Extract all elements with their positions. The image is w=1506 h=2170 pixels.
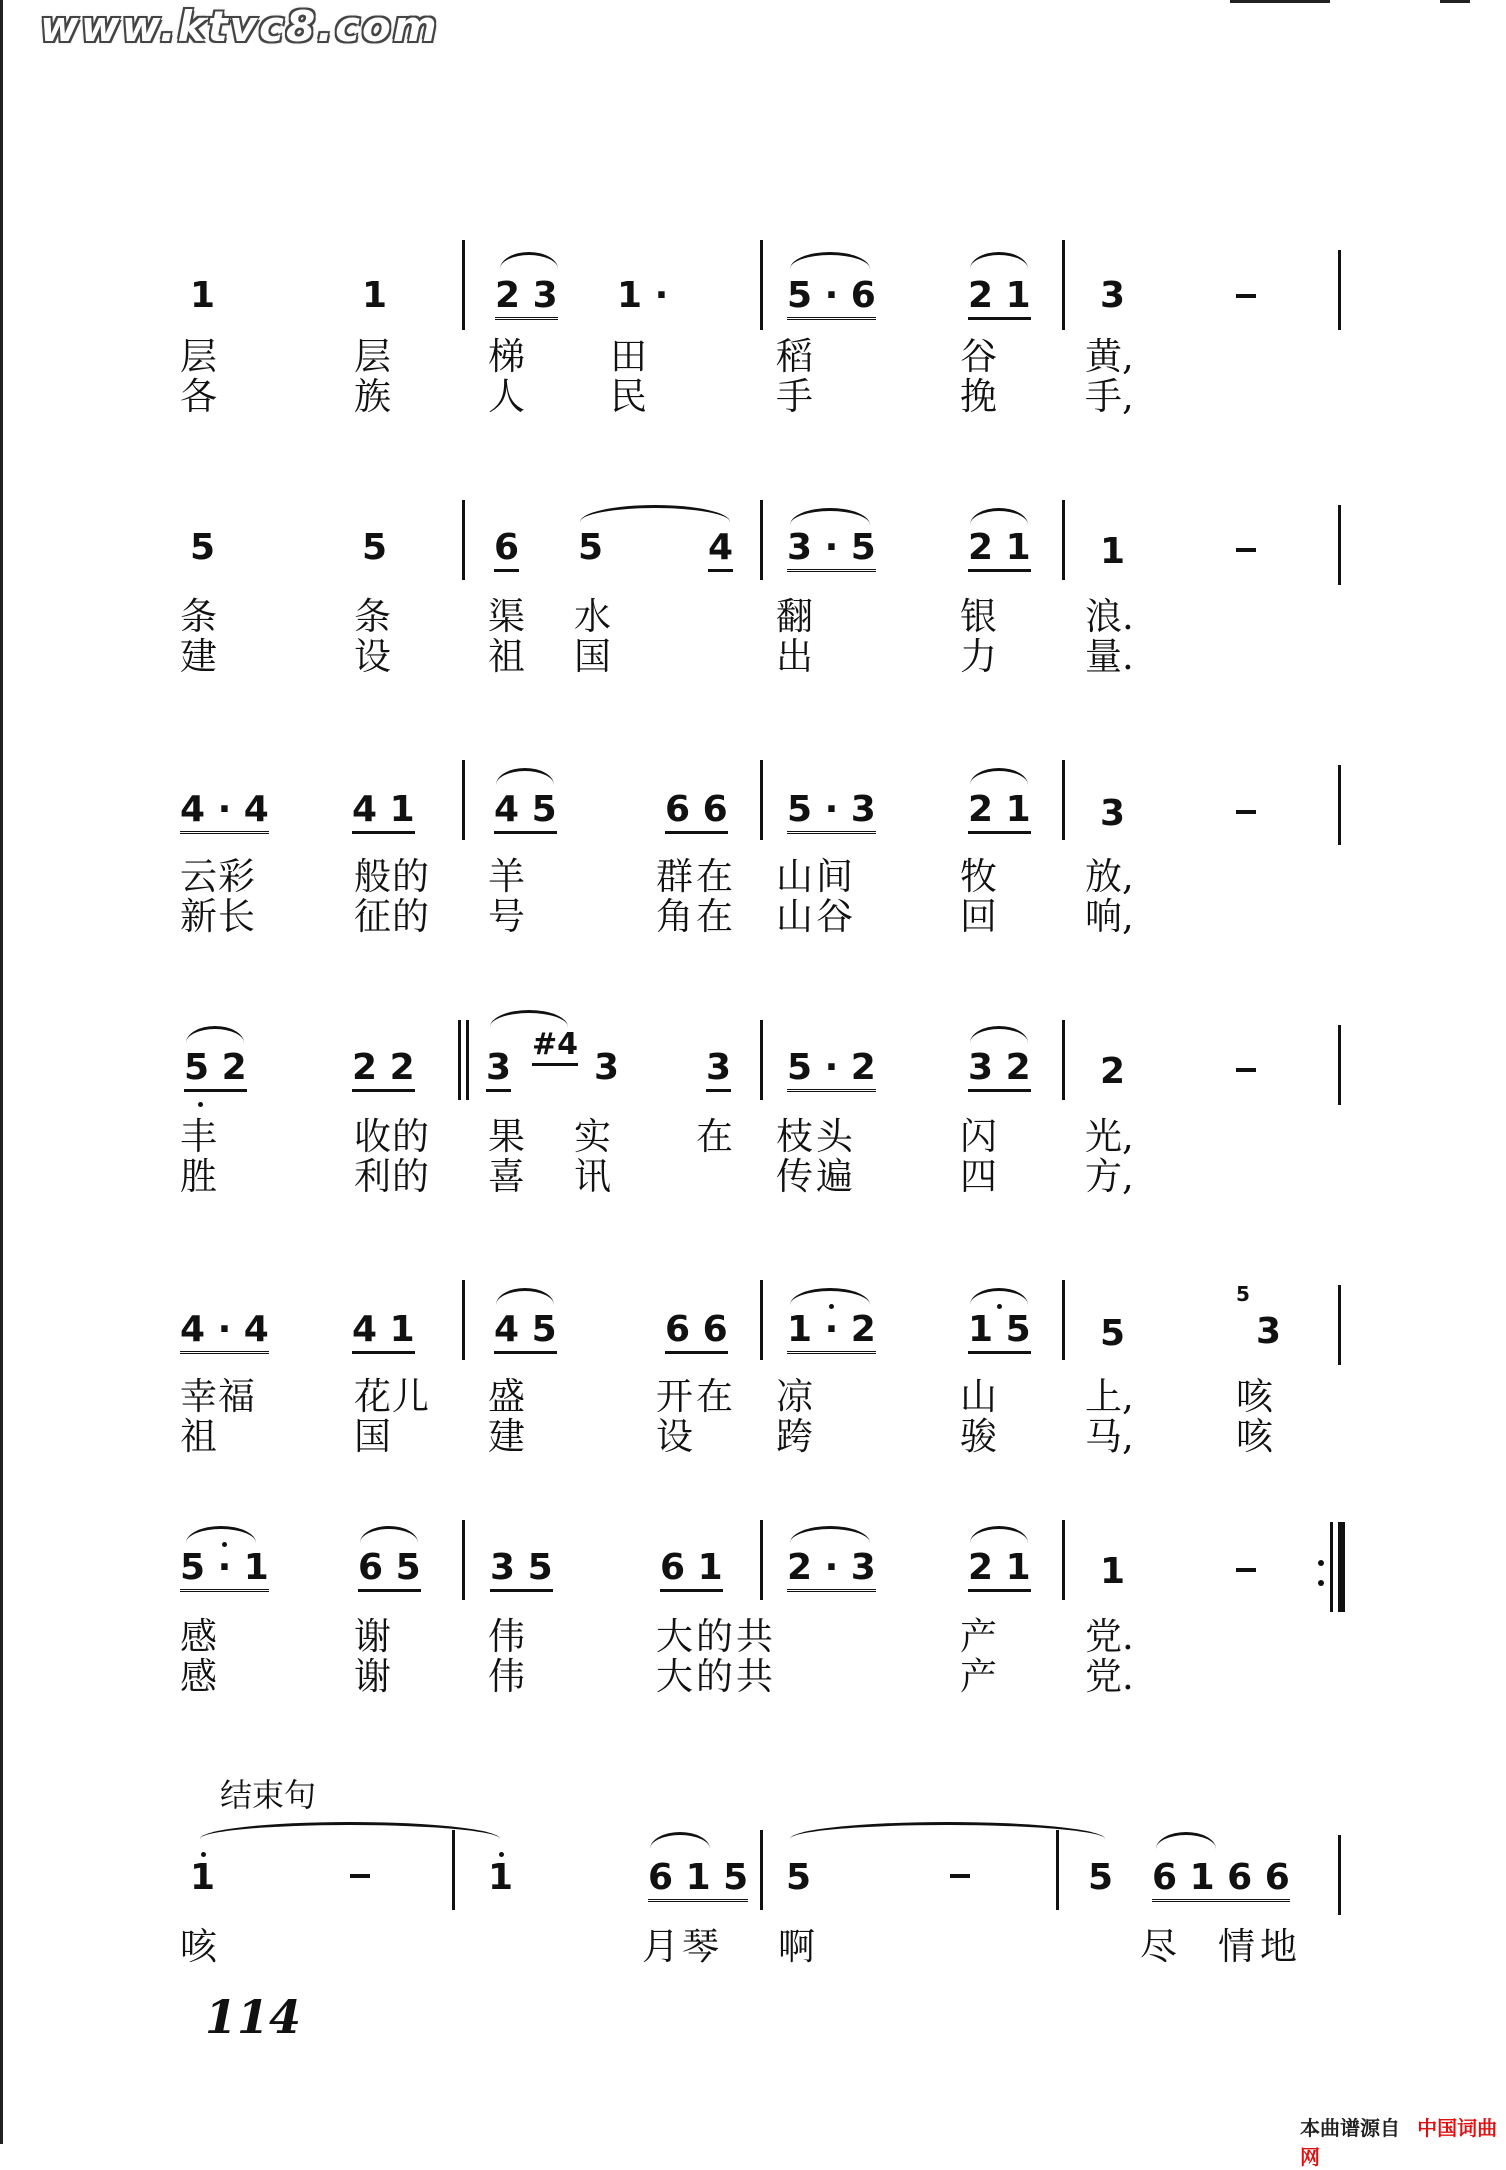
watermark: www.ktvc8.com	[40, 2, 439, 51]
slur	[500, 252, 558, 269]
note: 1	[362, 275, 388, 316]
top-edge-line	[1440, 0, 1470, 3]
lyric: 般	[354, 855, 391, 898]
lyric: 地	[1260, 1925, 1297, 1968]
note: 1 ·	[617, 275, 669, 316]
bar-line	[462, 1520, 465, 1600]
lyric: 党.	[1085, 1655, 1134, 1698]
lyric: 伟	[488, 1655, 525, 1698]
lyric: 闪	[960, 1115, 997, 1158]
lyric: 产	[960, 1655, 997, 1698]
lyric: 稻	[776, 335, 813, 378]
bar-line	[760, 500, 763, 580]
sharp-note: #4	[532, 1030, 578, 1066]
lyric: 群	[656, 855, 693, 898]
bar-line	[1338, 1835, 1341, 1915]
bar-line	[458, 1020, 461, 1100]
lyric: 谢	[354, 1615, 391, 1658]
lyric: 新	[180, 895, 217, 938]
lyric: 山	[776, 855, 813, 898]
lyric: 征	[354, 895, 391, 938]
lyric: 利	[354, 1155, 391, 1198]
bar-line	[1062, 240, 1065, 330]
note: 1	[488, 1857, 514, 1898]
sustain-dash	[1236, 294, 1256, 298]
lyric: 幸	[180, 1375, 217, 1418]
lyric: 的	[392, 1115, 429, 1158]
lyric: 族	[354, 375, 391, 418]
lyric: 讯	[574, 1155, 611, 1198]
bar-line	[452, 1830, 455, 1910]
lyric: 民	[610, 375, 647, 418]
note-group: 5 · 1	[180, 1550, 269, 1592]
bar-line	[462, 1280, 465, 1360]
lyric: 产	[960, 1615, 997, 1658]
lyric: 云	[180, 855, 217, 898]
note-group: 5 · 2	[787, 1050, 876, 1092]
footer-source	[1300, 2112, 1506, 2170]
lyric: 在	[696, 1115, 733, 1158]
page-number: 114	[205, 1990, 302, 2044]
lyric: 遍	[816, 1155, 853, 1198]
sustain-dash	[350, 1874, 370, 1878]
note: 1	[190, 1857, 216, 1898]
sustain-dash	[1236, 548, 1256, 552]
note-group: 5 2	[184, 1050, 247, 1092]
sustain-dash	[1236, 1068, 1256, 1072]
note-group: 1 · 2	[787, 1312, 876, 1354]
note: 6	[494, 530, 519, 572]
note: 5	[362, 527, 388, 568]
lyric: 的	[392, 1155, 429, 1198]
slur	[580, 505, 730, 522]
note-group: 2 3	[495, 278, 558, 320]
lyric: 喜	[488, 1155, 525, 1198]
lyric: 月	[642, 1925, 679, 1968]
lyric: 谷	[960, 335, 997, 378]
lyric: 长	[218, 895, 255, 938]
note-group: 2 1	[968, 792, 1031, 834]
bar-line	[1338, 250, 1341, 330]
lyric: 实	[574, 1115, 611, 1158]
note-group: 6 6	[665, 1312, 728, 1354]
lyric: 啊	[778, 1925, 815, 1968]
lyric: 的	[696, 1615, 733, 1658]
lyric: 渠	[488, 595, 525, 638]
bar-line	[462, 760, 465, 840]
slur	[186, 1526, 256, 1543]
lyric: 响,	[1085, 895, 1134, 938]
lyric: 感	[180, 1615, 217, 1658]
lyric: 梯	[488, 335, 525, 378]
lyric: 枝	[776, 1115, 813, 1158]
note: 3	[1100, 275, 1126, 316]
slur	[970, 508, 1028, 525]
bar-line	[1338, 1285, 1341, 1365]
lyric: 的	[392, 855, 429, 898]
lyric: 角	[656, 895, 693, 938]
note-group: 4 1	[352, 792, 415, 834]
lyric: 感	[180, 1655, 217, 1698]
bar-line	[1062, 1020, 1065, 1100]
bar-line	[462, 240, 465, 330]
bar-line	[1062, 1280, 1065, 1360]
bar-line	[760, 760, 763, 840]
note: 3	[706, 1050, 731, 1092]
slur	[1156, 1832, 1216, 1849]
lyric: 国	[574, 635, 611, 678]
bar-line	[1338, 1025, 1341, 1105]
note: 5	[786, 1857, 812, 1898]
lyric: 水	[574, 595, 611, 638]
note-group: 6 5	[358, 1550, 421, 1592]
bar-line	[1062, 760, 1065, 840]
lyric: 在	[696, 1375, 733, 1418]
lyric: 羊	[488, 855, 525, 898]
lyric: 量.	[1085, 635, 1134, 678]
slur	[496, 768, 554, 785]
note-group: 2 2	[352, 1050, 415, 1092]
bar-line	[1062, 1520, 1065, 1600]
note: 3	[1256, 1311, 1282, 1352]
lyric: 花	[354, 1375, 391, 1418]
lyric: 跨	[776, 1415, 813, 1458]
bar-line	[1338, 765, 1341, 845]
top-edge-line	[1230, 0, 1330, 3]
note-group: 4 5	[494, 1312, 557, 1354]
lyric: 马,	[1085, 1415, 1134, 1458]
lyric: 琴	[682, 1925, 719, 1968]
lyric: 伟	[488, 1615, 525, 1658]
note: 5	[1100, 1313, 1126, 1354]
slur	[790, 508, 870, 525]
sustain-dash	[950, 1874, 970, 1878]
lyric: 情	[1218, 1925, 1255, 1968]
lyric: 祖	[180, 1415, 217, 1458]
note-group: 3 2	[968, 1050, 1031, 1092]
note: 5	[190, 527, 216, 568]
lyric: 上,	[1085, 1375, 1134, 1418]
note-group: 2 · 3	[787, 1550, 876, 1592]
lyric: 咳	[180, 1925, 217, 1968]
lyric: 建	[180, 635, 217, 678]
lyric: 大	[656, 1615, 693, 1658]
bar-line	[760, 240, 763, 330]
bar-line	[760, 1280, 763, 1360]
lyric: 儿	[392, 1375, 429, 1418]
bar-line	[760, 1830, 763, 1910]
lyric: 盛	[488, 1375, 525, 1418]
lyric: 手	[776, 375, 813, 418]
note: 5	[1088, 1857, 1114, 1898]
note-group: 3 · 5	[787, 530, 876, 572]
tie-slur	[200, 1822, 500, 1839]
lyric: 党.	[1085, 1615, 1134, 1658]
lyric: 翻	[776, 595, 813, 638]
note-group: 4 5	[494, 792, 557, 834]
lyric: 开	[656, 1375, 693, 1418]
bar-line	[760, 1520, 763, 1600]
bar-line	[466, 1020, 469, 1100]
note-group: 4 · 4	[180, 792, 269, 834]
bar-line	[462, 500, 465, 580]
lyric: 山	[776, 895, 813, 938]
slur	[790, 1526, 870, 1543]
lyric: 手,	[1085, 375, 1134, 418]
sustain-dash	[1236, 1568, 1256, 1572]
note-group: 2 1	[968, 1550, 1031, 1592]
note-group: 3 5	[490, 1550, 553, 1592]
lyric: 力	[960, 635, 997, 678]
lyric: 的	[392, 895, 429, 938]
lyric: 大	[656, 1655, 693, 1698]
lyric: 回	[960, 895, 997, 938]
lyric: 谢	[354, 1655, 391, 1698]
lyric: 咳	[1236, 1375, 1273, 1418]
note: 2	[1100, 1051, 1126, 1092]
lyric: 山	[960, 1375, 997, 1418]
lyric: 牧	[960, 855, 997, 898]
note-group: 4 1	[352, 1312, 415, 1354]
lyric: 胜	[180, 1155, 217, 1198]
footer-source-text: 本曲谱源自	[1300, 2116, 1400, 2140]
note: 3	[594, 1047, 620, 1088]
lyric: 共	[736, 1655, 773, 1698]
lyric: 田	[610, 335, 647, 378]
note-group: 6 1 6 6	[1152, 1860, 1290, 1902]
lyric: 设	[656, 1415, 693, 1458]
lyric: 国	[354, 1415, 391, 1458]
slur	[650, 1832, 710, 1849]
lyric: 在	[696, 895, 733, 938]
note: 4	[708, 530, 733, 572]
slur	[790, 1288, 870, 1305]
lyric: 条	[354, 595, 391, 638]
slur	[496, 1288, 554, 1305]
lyric: 银	[960, 595, 997, 638]
bar-line	[760, 1020, 763, 1100]
note-group: 5 · 6	[787, 278, 876, 320]
lyric: 浪.	[1085, 595, 1134, 638]
lyric: 福	[218, 1375, 255, 1418]
lyric: 祖	[488, 635, 525, 678]
note: 5	[578, 527, 604, 568]
lyric: 人	[488, 375, 525, 418]
lyric: 挽	[960, 375, 997, 418]
lyric: 层	[180, 335, 217, 378]
slur	[970, 768, 1028, 785]
bar-line	[1338, 505, 1341, 585]
lyric: 凉	[776, 1375, 813, 1418]
footer-site-link[interactable]: 中国词曲网	[1300, 2116, 1498, 2169]
lyric: 骏	[960, 1415, 997, 1458]
lyric: 果	[488, 1115, 525, 1158]
lyric: 黄,	[1085, 335, 1134, 378]
ending-section-title: 结束句	[220, 1776, 317, 1814]
slur	[360, 1526, 418, 1543]
lyric: 在	[696, 855, 733, 898]
note-group: 5 · 3	[787, 792, 876, 834]
lyric: 各	[180, 375, 217, 418]
lyric: 彩	[218, 855, 255, 898]
lyric: 头	[816, 1115, 853, 1158]
note: 3	[1100, 793, 1126, 834]
lyric: 间	[816, 855, 853, 898]
bar-line	[1056, 1830, 1059, 1910]
slur	[970, 252, 1028, 269]
lyric: 丰	[180, 1115, 217, 1158]
lyric: 条	[180, 595, 217, 638]
note-group: 6 1	[660, 1550, 723, 1592]
lyric: 方,	[1085, 1155, 1134, 1198]
lyric: 谷	[816, 895, 853, 938]
sustain-dash	[1236, 810, 1256, 814]
lyric: 设	[354, 635, 391, 678]
note: 1	[1100, 531, 1126, 572]
note: 1	[1100, 1551, 1126, 1592]
lyric: 出	[776, 635, 813, 678]
lyric: 层	[354, 335, 391, 378]
note-group: 6 6	[665, 792, 728, 834]
note-group: 2 1	[968, 530, 1031, 572]
note-group: 2 1	[968, 278, 1031, 320]
note-group: 4 · 4	[180, 1312, 269, 1354]
lyric: 传	[776, 1155, 813, 1198]
note: 1	[190, 275, 216, 316]
lyric: 建	[488, 1415, 525, 1458]
slur	[970, 1288, 1028, 1305]
lyric: 收	[354, 1115, 391, 1158]
lyric: 咳	[1236, 1415, 1273, 1458]
slur	[490, 1010, 568, 1027]
note-group: 6 1 5	[648, 1860, 748, 1902]
note-group: 1 5	[968, 1312, 1031, 1354]
slur	[970, 1526, 1028, 1543]
lyric: 共	[736, 1615, 773, 1658]
lyric: 的	[696, 1655, 733, 1698]
lyric: 光,	[1085, 1115, 1134, 1158]
note: 3	[486, 1050, 511, 1092]
bar-line	[1062, 500, 1065, 580]
slur	[970, 1026, 1028, 1043]
grace-note: 5	[1236, 1282, 1250, 1306]
lyric: 号	[488, 895, 525, 938]
page-border-left	[0, 0, 3, 2144]
lyric: 放,	[1085, 855, 1134, 898]
lyric: 四	[960, 1155, 997, 1198]
slur	[186, 1026, 244, 1043]
slur	[790, 252, 870, 269]
lyric: 尽	[1140, 1925, 1177, 1968]
